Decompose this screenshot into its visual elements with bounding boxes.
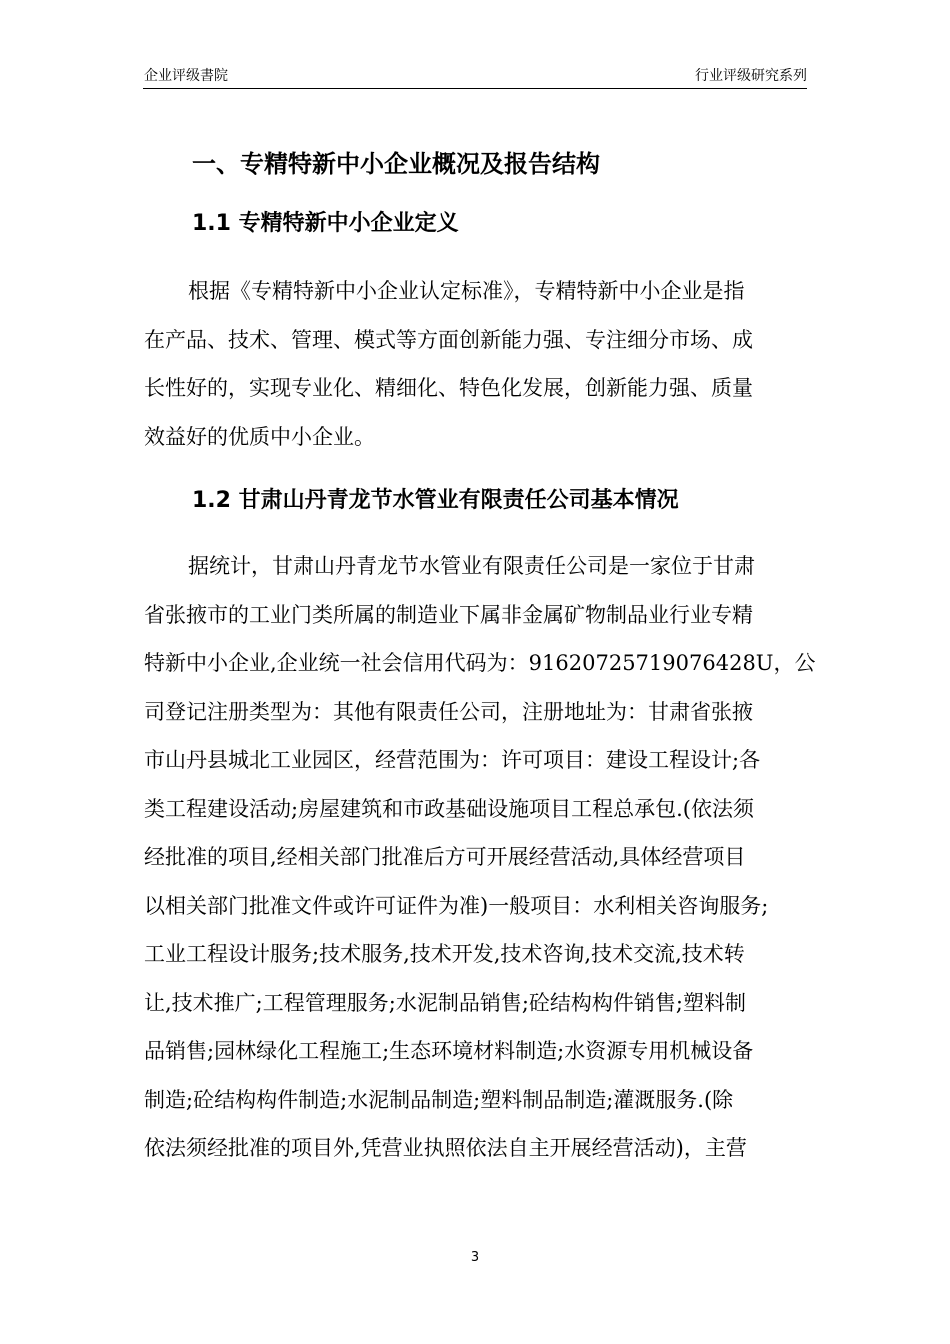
paragraph-line: 特新中小企业,企业统一社会信用代码为：91620725719076428U，公 (144, 651, 816, 675)
paragraph-line: 据统计，甘肃山丹青龙节水管业有限责任公司是一家位于甘肃 (188, 554, 755, 578)
paragraph-line: 工业工程设计服务;技术服务,技术开发,技术咨询,技术交流,技术转 (144, 942, 745, 966)
paragraph-line: 效益好的优质中小企业。 (144, 424, 375, 449)
header-right-text: 行业评级研究系列 (695, 68, 807, 84)
paragraph-line: 根据《专精特新中小企业认定标准》，专精特新中小企业是指 (188, 279, 745, 303)
subsection-2-paragraph (144, 542, 816, 1173)
paragraph-line: 省张掖市的工业门类所属的制造业下属非金属矿物制品业行业专精 (144, 602, 753, 627)
paragraph-line: 依法须经批准的项目外,凭营业执照依法自主开展经营活动)，主营 (144, 1136, 747, 1160)
subsection-1-title: 1.1 专精特新中小企业定义 (192, 211, 459, 236)
paragraph-line: 让,技术推广;工程管理服务;水泥制品销售;砼结构构件销售;塑料制 (144, 990, 746, 1015)
paragraph-line: 司登记注册类型为：其他有限责任公司，注册地址为：甘肃省张掖 (144, 699, 753, 724)
subsection-1-paragraph (144, 267, 812, 461)
header-left-text: 企业评级書院 (144, 68, 228, 84)
paragraph-line: 在产品、技术、管理、模式等方面创新能力强、专注细分市场、成 (144, 327, 753, 352)
page-number: 3 (470, 1250, 480, 1265)
paragraph-line: 市山丹县城北工业园区，经营范围为：许可项目：建设工程设计;各 (144, 748, 761, 772)
header-divider (143, 88, 807, 89)
paragraph-line: 制造;砼结构构件制造;水泥制品制造;塑料制品制造;灌溉服务.(除 (144, 1087, 734, 1112)
section-title: 一、专精特新中小企业概况及报告结构 (192, 150, 600, 178)
paragraph-line: 以相关部门批准文件或许可证件为准)一般项目：水利相关咨询服务; (144, 893, 769, 918)
paragraph-line: 长性好的，实现专业化、精细化、特色化发展，创新能力强、质量 (144, 376, 753, 400)
paragraph-line: 品销售;园林绿化工程施工;生态环境材料制造;水资源专用机械设备 (144, 1039, 754, 1063)
paragraph-line: 类工程建设活动;房屋建筑和市政基础设施项目工程总承包.(依法须 (144, 796, 754, 821)
paragraph-line: 经批准的项目,经相关部门批准后方可开展经营活动,具体经营项目 (144, 845, 746, 869)
subsection-2-title: 1.2 甘肃山丹青龙节水管业有限责任公司基本情况 (192, 488, 679, 513)
